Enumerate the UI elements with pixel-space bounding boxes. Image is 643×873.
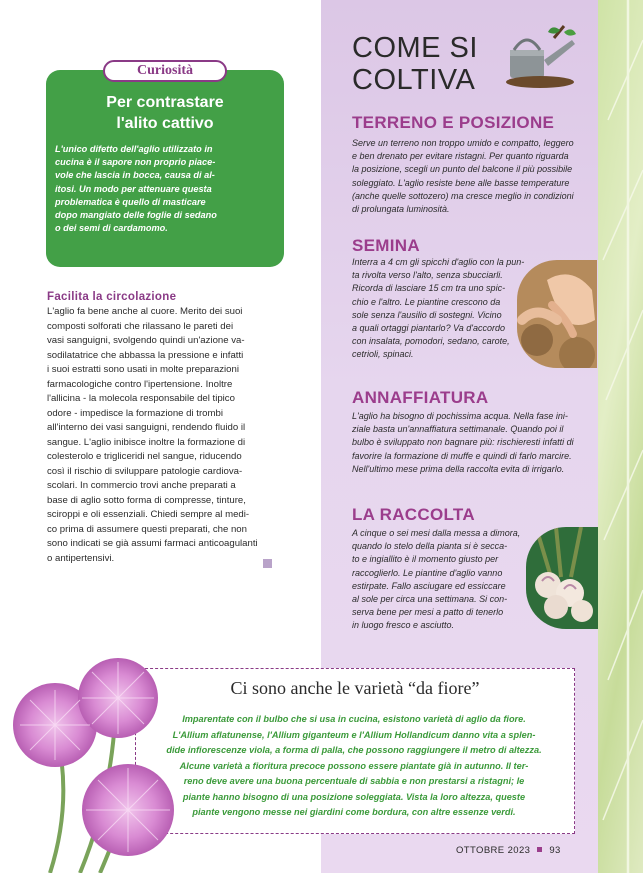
watering-can-icon <box>500 22 585 92</box>
panel-title: COME SI COLTIVA <box>352 32 478 96</box>
section-heading-terreno: TERRENO E POSIZIONE <box>352 113 555 132</box>
curiosita-text: L'unico difetto dell'aglio utilizzato in cucina è il sapore non proprio piace- vole che lascia in bocca, causa di al- itosi. Un modo per attenuare questa problematica è quello di masticare dopo mangiato delle foglie di sedano o dei semi di cardamomo. <box>55 144 217 234</box>
allium-flowers-illustration <box>0 650 190 873</box>
footer-separator <box>537 847 542 852</box>
circolazione-heading: Facilita la circolazione <box>47 291 177 303</box>
leaf-background <box>598 0 643 873</box>
section-heading-raccolta: LA RACCOLTA <box>352 505 475 524</box>
fiore-text: Imparentate con il bulbo che si usa in cucina, esistono varietà di aglio da fiore. L'Allium aflatunense, l'Allium giganteum e l'Allium Hollandicum danno vita a splen- dide infiorescenze viola, a forma di palla, che possono raggiungere il metro di altezza. Alcune varietà a fioritura precoce possono essere piantate già in autunno. Il ter- reno deve avere una buona percentuale di sabbia e non prestarsi a ristagni; le piante hanno bisogno di una posizione soleggiata. Vista la loro altezza, queste piante vengono messe nei giardini come bordura, con altre essenze verdi. <box>166 714 542 817</box>
section-text-semina: Interra a 4 cm gli spicchi d'aglio con la pun- ta rivolta verso l'alto, senza sbucciarli. Ricorda di lasciare 15 cm tra uno spic- chio e l'altro. Le piantine crescono da sole senza l'ausilio di sostegni. Vicino a quali ortaggi piantarlo? Va d'accordo con insalata, pomodori, sedano, carote, cetrioli, spinaci. <box>352 257 525 360</box>
page-number: 93 <box>549 845 561 856</box>
fiore-heading: Ci sono anche le varietà “da fiore” <box>230 678 480 698</box>
section-heading-annaffiatura: ANNAFFIATURA <box>352 388 489 407</box>
planting-photo <box>517 260 597 368</box>
section-text-raccolta: A cinque o sei mesi dalla messa a dimora, quando lo stelo della pianta si è secca- to e ingiallito è il momento giusto per raccoglierlo. Le piantine d'aglio vanno estirpate. Fallo asciugare ed essiccare al sole per circa una settimana. Si con- serva bene per mesi a patto di tenerlo in luogo fresco e asciutto. <box>352 528 521 631</box>
garlic-harvest-photo <box>526 527 598 629</box>
circolazione-text: L'aglio fa bene anche al cuore. Merito dei suoi composti solforati che rilassano le pareti dei vasi sanguigni, svolgendo quindi un'azione va- sodilatatrice che abbassa la pressione e infatti i suoi estratti sono usati in molte preparazioni farmacologiche contro l'ipertensione. Inoltre l'allicina - la molecola responsabile del tipico odore - impedisce la formazione di trombi all'interno dei vasi sanguigni, rendendo fluido il sangue. L'aglio inibisce inoltre la formazione di colesterolo e trigliceridi nel sangue, riducendo così il rischio di sviluppare patologie cardiova- scolari. In commercio trovi anche preparati a base di aglio sotto forma di compresse, tinture, sciroppi e oli essenziali. Chiedi sempre al medi- co prima di assumere questi preparati, che non sono indicati se già assumi farmaci anticoagulanti o antipertensivi. <box>47 306 258 564</box>
issue-date: OTTOBRE 2023 <box>456 845 531 856</box>
section-text-annaffiatura: L'aglio ha bisogno di pochissima acqua. Nella fase ini- ziale basta un'annaffiatura settimanale. Quando poi il bulbo è sviluppato non bagnare più: rischieresti infatti di favorire la formazione di muffe e quindi di farlo marcire. Nell'ultimo mese prima della raccolta evita di irrigarlo. <box>352 411 574 474</box>
curiosita-title: Per contrastare l'alito cattivo <box>106 94 224 132</box>
curiosita-tag: Curiosità <box>103 60 227 82</box>
page-footer <box>456 845 561 856</box>
end-mark <box>263 559 272 568</box>
section-heading-semina: SEMINA <box>352 236 420 255</box>
section-text-terreno: Serve un terreno non troppo umido e compatto, leggero e ben drenato per evitare ristagni. Per quanto riguarda la posizione, scegli un punto del balcone il più possibile soleggiato. L'aglio resiste bene alle basse temperature (anche quelle sottozero) ma cresce meglio in condizioni di prolungata luminosità. <box>352 138 574 215</box>
